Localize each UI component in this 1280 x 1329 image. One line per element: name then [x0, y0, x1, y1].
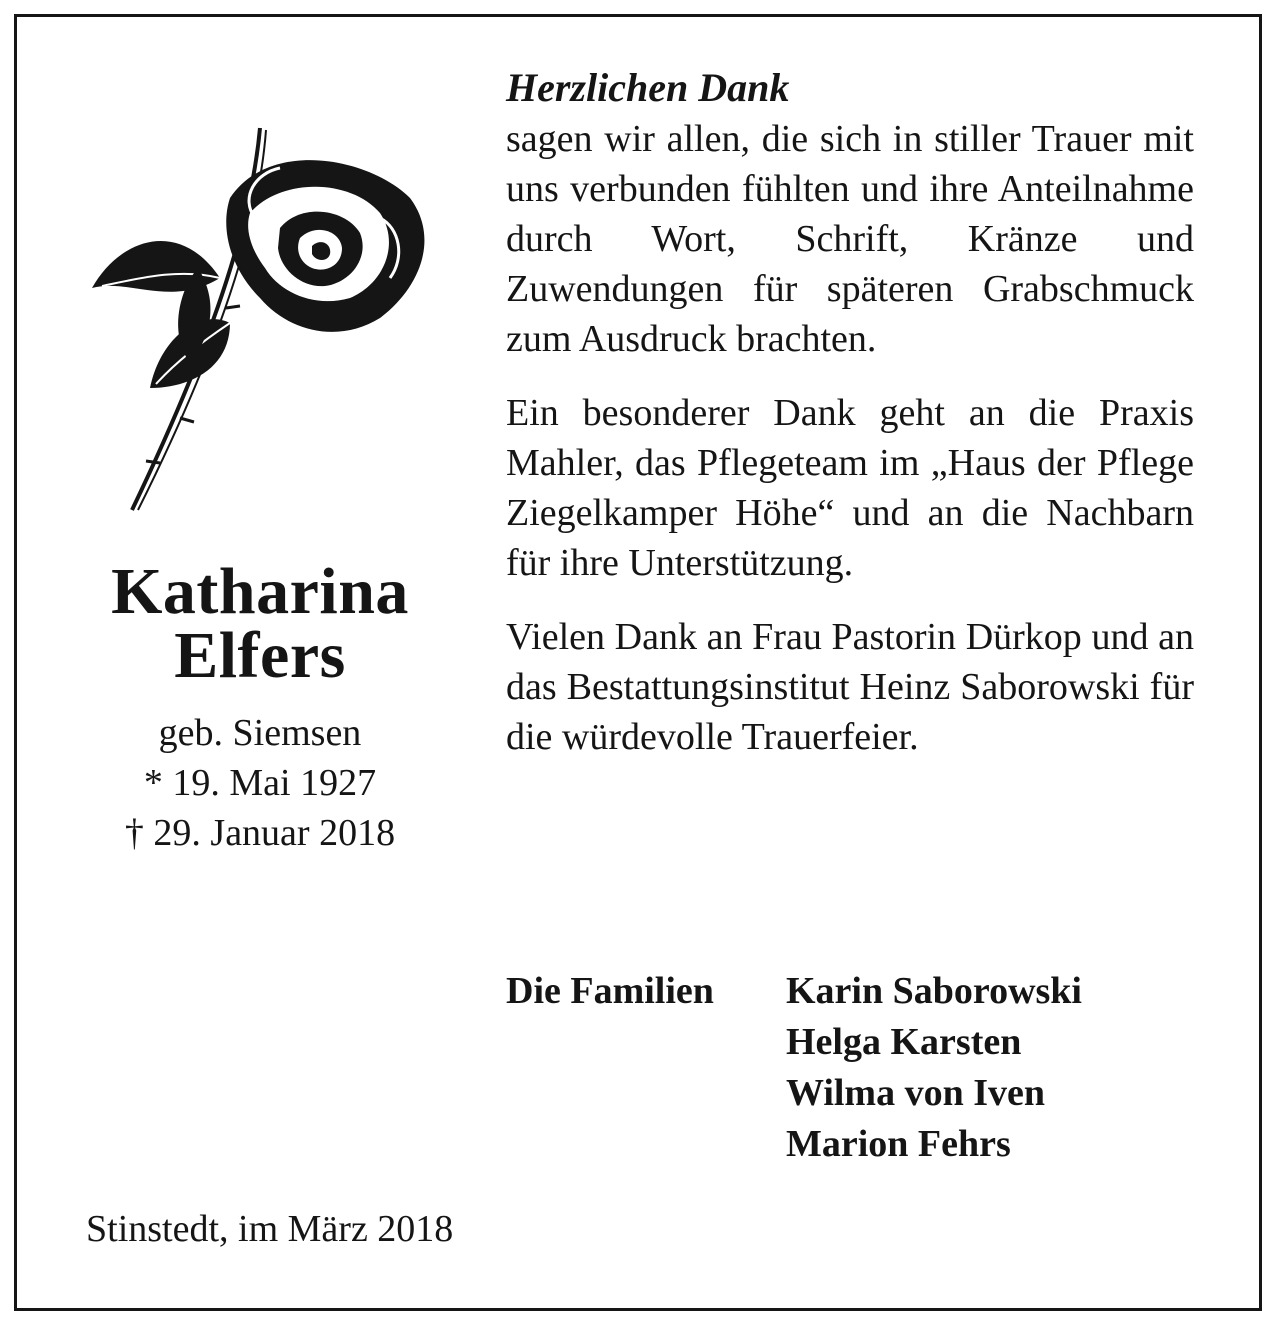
family-name: Helga Karsten [786, 1021, 1022, 1063]
family-names [786, 966, 1206, 1170]
paragraph-2: Ein besonderer Dank geht an die Praxis Mahler, das Pflegeteam im „Haus der Pflege Ziegelkamper Höhe“ und an die Nachbarn für ihre Unterstützung. [506, 392, 1194, 584]
first-name: Katharina [111, 555, 409, 628]
family-name: Karin Saborowski [786, 970, 1082, 1012]
place-date: Stinstedt, im März 2018 [86, 1208, 454, 1250]
families-label: Die Familien [506, 970, 714, 1012]
family-name: Wilma von Iven [786, 1072, 1046, 1114]
birth-date: * 19. Mai 1927 [143, 762, 377, 804]
thanks-text [506, 62, 1194, 762]
paragraph-3: Vielen Dank an Frau Pastorin Dürkop und an das Bestattungsinstitut Heinz Saborowski für die würdevolle Trauerfeier. [506, 616, 1194, 758]
family-name: Marion Fehrs [786, 1123, 1011, 1165]
deceased-block [60, 555, 460, 858]
last-name: Elfers [174, 619, 346, 692]
maiden-name: geb. Siemsen [158, 712, 362, 754]
thanks-heading: Herzlichen Dank [506, 65, 790, 110]
death-date: † 29. Januar 2018 [124, 812, 396, 854]
paragraph-1: sagen wir allen, die sich in stiller Trauer mit uns verbunden fühlten und ihre Anteilnahme durch Wort, Schrift, Kränze und Zuwendungen für späteren Grabschmuck zum Ausdruck brachten. [506, 118, 1194, 360]
rose-icon [80, 118, 440, 518]
